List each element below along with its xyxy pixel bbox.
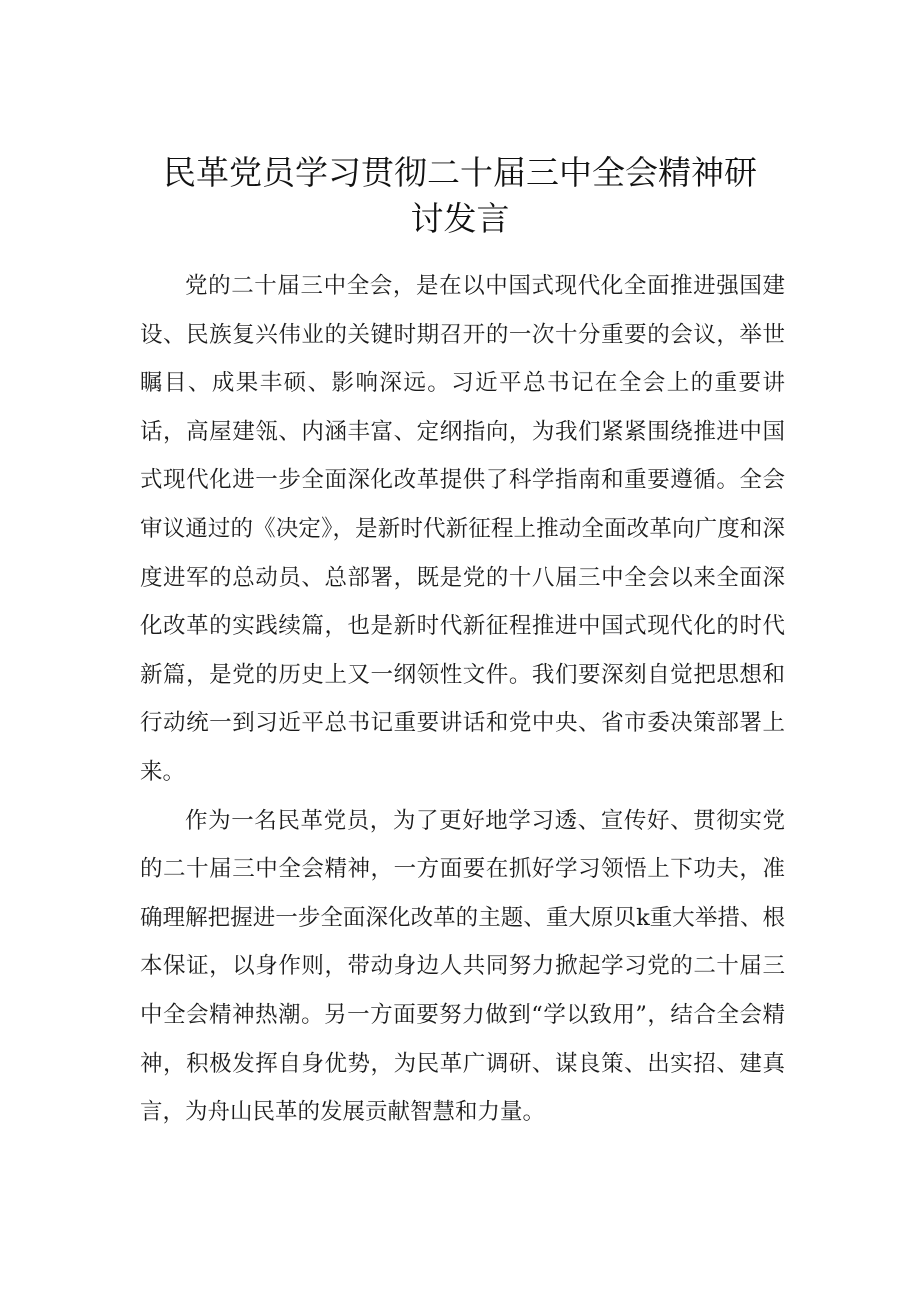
document-body (140, 262, 785, 1137)
document-title (130, 150, 790, 242)
paragraph-2: 作为一名民革党员，为了更好地学习透、宣传好、贯彻实党的二十届三中全会精神，一方面要在抓好学习领悟上下功夫，准确理解把握进一步全面深化改革的主题、重大原贝k重大举措、根本保证，以身作则，带动身边人共同努力掀起学习党的二十届三中全会精神热潮。另一方面要努力做到“学以致用”，结合全会精神，积极发挥自身优势，为民革广调研、谋良策、出实招、建真言，为舟山民革的发展贡献智慧和力量。 (140, 807, 785, 1126)
title-line-2: 讨发言 (410, 199, 510, 238)
paragraph-1: 党的二十届三中全会，是在以中国式现代化全面推进强国建设、民族复兴伟业的关键时期召开的一次十分重要的会议，举世瞩目、成果丰硕、影响深远。习近平总书记在全会上的重要讲话，高屋建瓴、内涵丰富、定纲指向，为我们紧紧围绕推进中国式现代化进一步全面深化改革提供了科学指南和重要遵循。全会审议通过的《决定》，是新时代新征程上推动全面改革向广度和深度进军的总动员、总部署，既是党的十八届三中全会以来全面深化改革的实践续篇，也是新时代新征程推进中国式现代化的时代新篇，是党的历史上又一纲领性文件。我们要深刻自觉把思想和行动统一到习近平总书记重要讲话和党中央、省市委决策部署上来。 (140, 273, 785, 785)
title-line-1: 民革党员学习贯彻二十届三中全会精神研 (163, 153, 757, 192)
